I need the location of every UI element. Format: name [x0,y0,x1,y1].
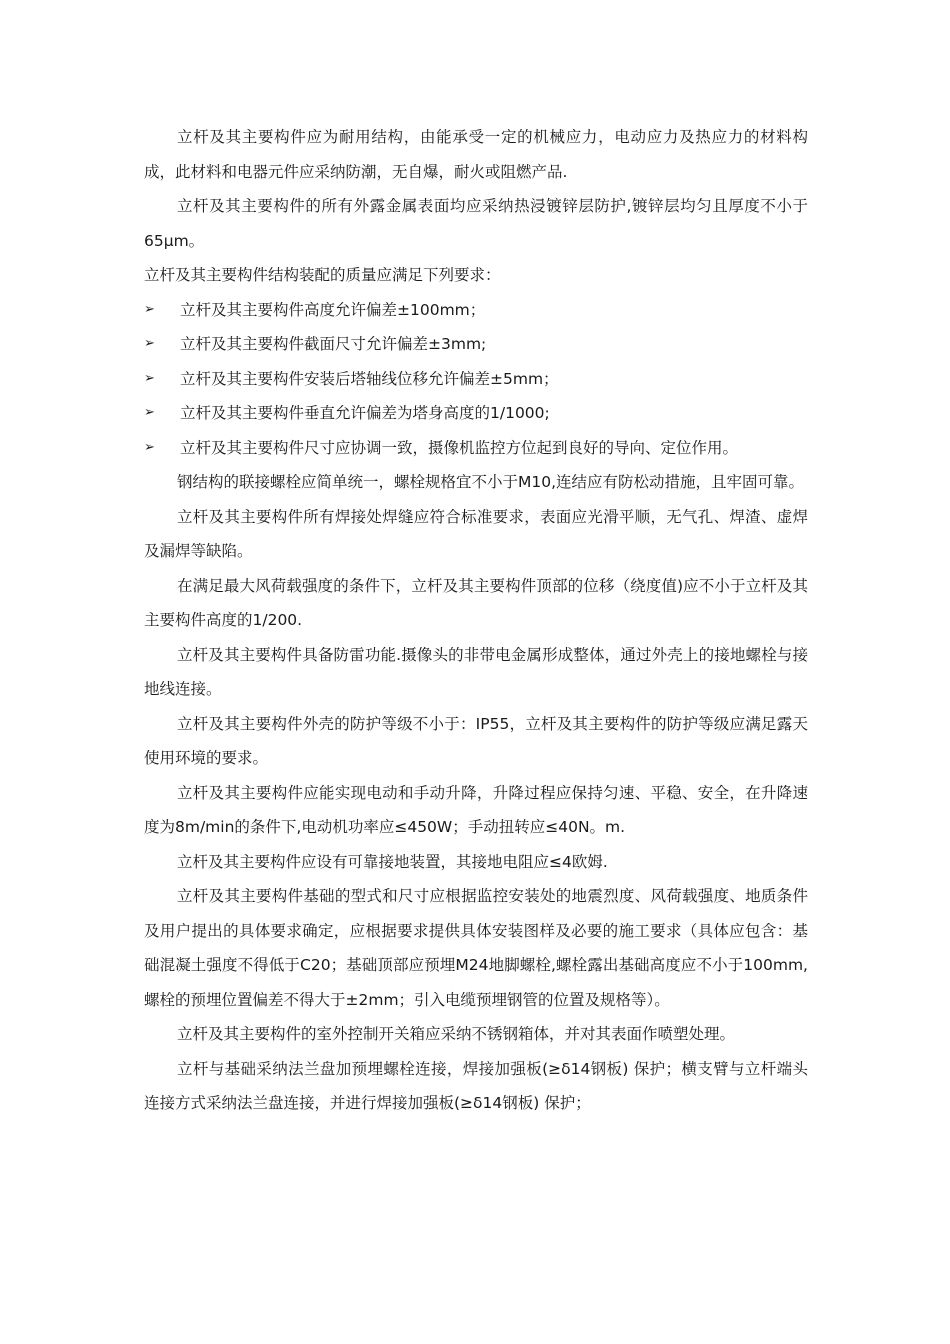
arrow-bullet-icon: ➢ [144,439,155,455]
paragraph-wind-load: 在满足最大风荷载强度的条件下，立杆及其主要构件顶部的位移（绕度值)应不小于立杆及其主要构件高度的1/200. [144,576,808,629]
paragraph-materials: 立杆及其主要构件应为耐用结构，由能承受一定的机械应力，电动应力及热应力的材料构成，此材料和电器元件应采纳防潮，无自爆，耐火或阻燃产品. [144,128,808,181]
list-item-text: 立杆及其主要构件高度允许偏差±100mm； [180,300,486,319]
list-item [144,327,808,362]
paragraph-welds: 立杆及其主要构件所有焊接处焊缝应符合标准要求，表面应光滑平顺，无气孔、焊渣、虚焊及漏焊等缺陷。 [144,507,808,560]
list-item-text: 立杆及其主要构件尺寸应协调一致，摄像机监控方位起到良好的导向、定位作用。 [180,438,739,457]
paragraph-control-box: 立杆及其主要构件的室外控制开关箱应采纳不锈钢箱体，并对其表面作喷塑处理。 [177,1025,736,1043]
list-item [144,293,808,328]
paragraph-bolts: 钢结构的联接螺栓应简单统一，螺栓规格宜不小于M10,连结应有防松动措施，且牢固可靠。 [177,473,805,491]
arrow-bullet-icon: ➢ [144,405,155,420]
paragraph-flange: 立杆与基础采纳法兰盘加预埋螺栓连接，焊接加强板(≥δ14钢板) 保护；横支臂与立杆端头连接方式采纳法兰盘连接，并进行焊接加强板(≥δ14钢板) 保护； [144,1059,808,1112]
paragraph-lifting: 立杆及其主要构件应能实现电动和手动升降，升降过程应保持匀速、平稳、安全，在升降速度为8m/min的条件下,电动机功率应≤450W；手动扭转应≤40N。m. [144,783,808,836]
paragraph-galvanizing: 立杆及其主要构件的所有外露金属表面均应采纳热浸镀锌层防护,镀锌层均匀且厚度不小于65μm。 [144,197,808,250]
list-intro: 立杆及其主要构件结构装配的质量应满足下列要求： [144,266,501,284]
arrow-bullet-icon: ➢ [144,301,155,317]
paragraph-foundation: 立杆及其主要构件基础的型式和尺寸应根据监控安装处的地震烈度、风荷载强度、地质条件及用户提出的具体要求确定，应根据要求提供具体安装图样及必要的施工要求（具体应包含：基础混凝土强度不得低于C20；基础顶部应预埋M24地脚螺栓,螺栓露出基础高度应不小于100mm,螺栓的预埋位置偏差不得大于±2mm；引入电缆预埋钢管的位置及规格等）。 [144,887,808,1009]
paragraph-grounding: 立杆及其主要构件应设有可靠接地装置，其接地电阻应≤4欧姆. [177,852,608,871]
list-item-text: 立杆及其主要构件截面尺寸允许偏差±3mm; [180,335,487,353]
list-item [144,396,808,431]
requirements-list [144,293,808,466]
list-item [144,362,808,397]
paragraph-lightning: 立杆及其主要构件具备防雷功能.摄像头的非带电金属形成整体，通过外壳上的接地螺栓与接地线连接。 [144,645,808,698]
list-item [144,431,808,466]
list-item-text: 立杆及其主要构件垂直允许偏差为塔身高度的1/1000; [180,404,550,422]
arrow-bullet-icon: ➢ [144,370,155,386]
document-body [144,120,808,1121]
list-item-text: 立杆及其主要构件安装后塔轴线位移允许偏差±5mm； [180,369,559,388]
paragraph-protection-rating: 立杆及其主要构件外壳的防护等级不小于：IP55，立杆及其主要构件的防护等级应满足露天使用环境的要求。 [144,714,808,767]
arrow-bullet-icon: ➢ [144,336,155,351]
